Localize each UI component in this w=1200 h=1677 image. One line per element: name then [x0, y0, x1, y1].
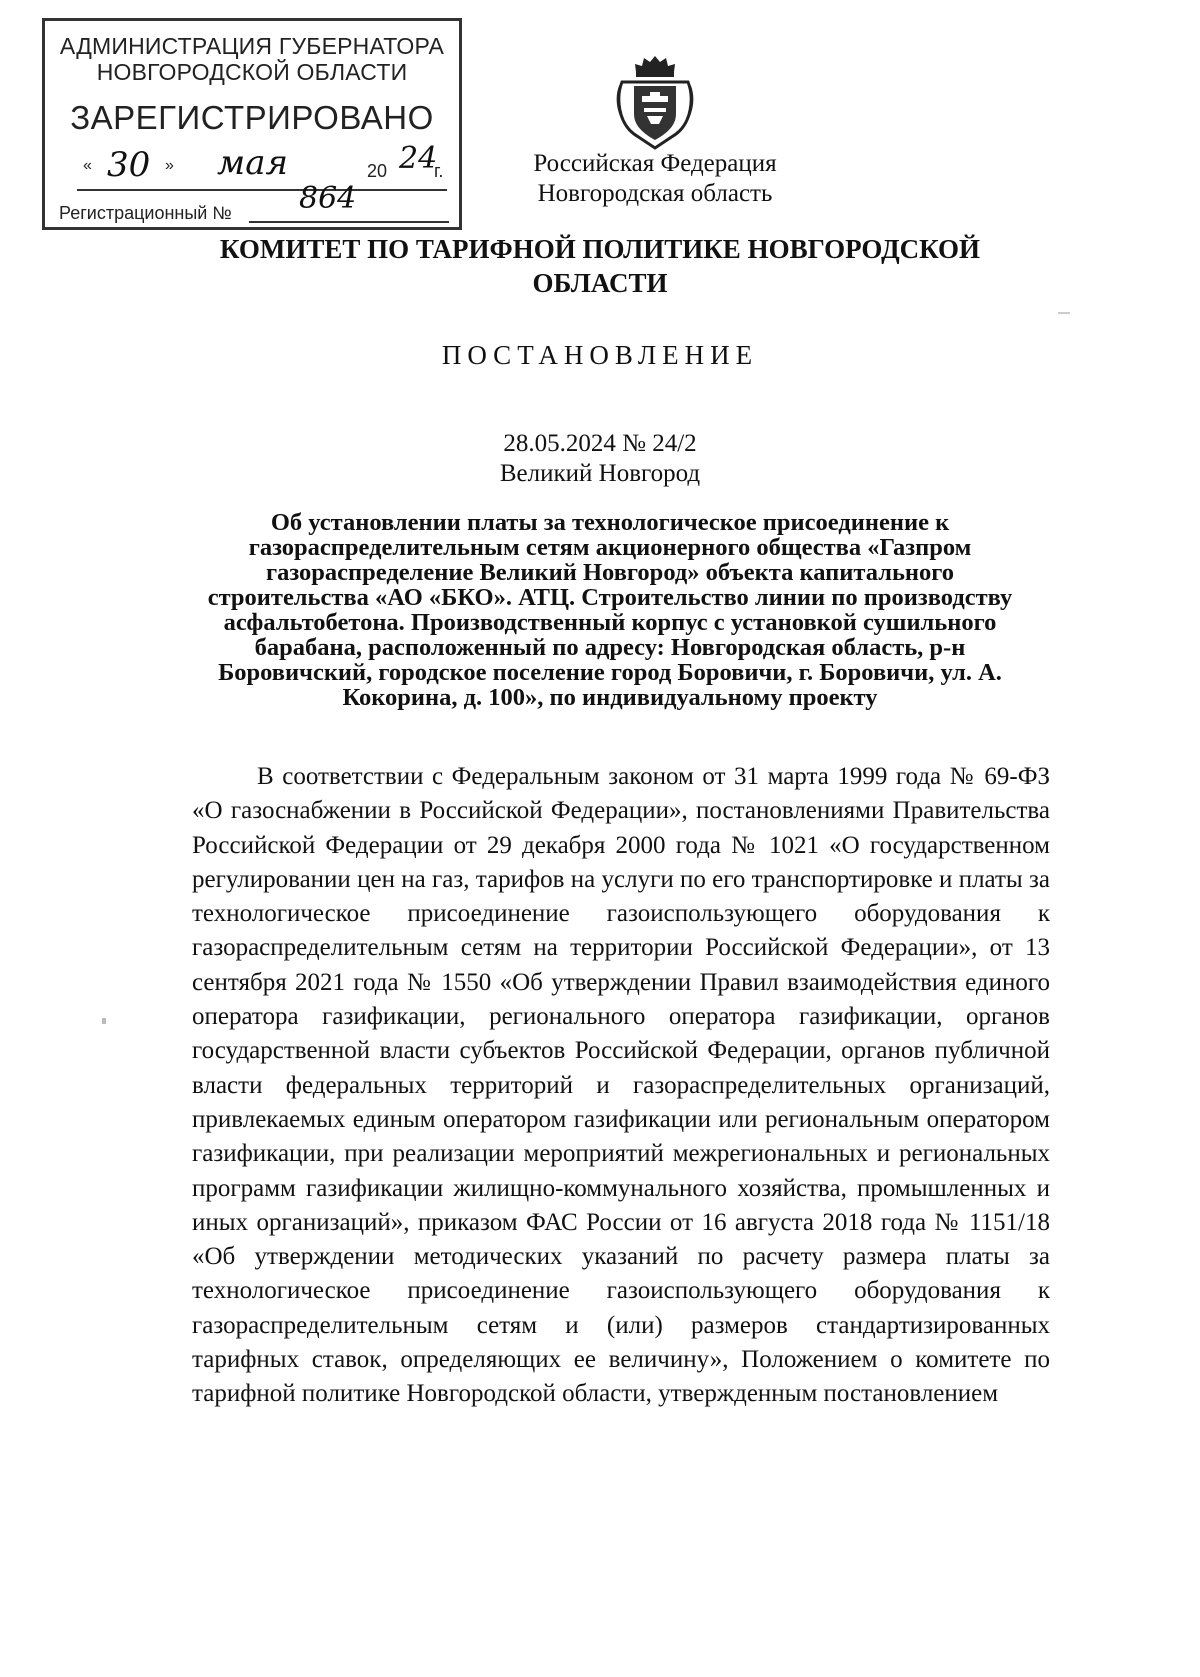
document-body: В соответствии с Федеральным законом от 31 марта 1999 года № 69-ФЗ «О газоснабжении в Российской Федерации», постановлениями Правительства Российской Федерации от 29 декабря 2000 года № 1021 «О государственном регулировании цен на газ, тарифов на услуги по его транспортировке и платы за технологическое присоединение газоиспользующего оборудования к газораспределительным сетям на территории Российской Федерации», от 13 сентября 2021 года № 1550 «Об утверждении Правил взаимодействия единого оператора газификации, регионального оператора газификации, органов государственной власти субъектов Российской Федерации, органов публичной власти федеральных территорий и газораспределительных организаций, привлекаемых единым оператором газификации или региональным оператором газификации, при реализации мероприятий межрегиональных и региональных программ газификации жилищно-коммунального хозяйства, промышленных и иных организаций», приказом ФАС России от 16 августа 2018 года № 1151/18 «Об утверждении методических указаний по расчету размера платы за технологическое присоединение газоиспользующего оборудования к газораспределительным сетям и (или) размеров стандартизированных тарифных ставок, определяющих ее величину», Положением о комитете по тарифной политике Новгородской области, утвержденным постановлением: [192, 763, 1050, 1408]
committee-title: КОМИТЕТ ПО ТАРИФНОЙ ПОЛИТИКЕ НОВГОРОДСКОЙ ОБЛАСТИ: [219, 234, 981, 298]
stamp-quote-open: «: [83, 157, 92, 174]
stamp-quote-close: »: [165, 157, 174, 174]
registration-stamp: [42, 18, 462, 230]
stamp-year-prefix: 20: [367, 161, 388, 181]
stamp-month: мая: [217, 143, 288, 183]
stamp-number-row: [59, 181, 449, 223]
stamp-number-underline: [249, 221, 449, 223]
scan-mark-edge: [1058, 312, 1070, 314]
stamp-line-region: НОВГОРОДСКОЙ ОБЛАСТИ: [96, 59, 408, 85]
document-date-number: 28.05.2024 № 24/2: [503, 430, 697, 457]
stamp-registered: ЗАРЕГИСТРИРОВАНО: [70, 99, 434, 136]
document-subject: Об установлении платы за технологическое присоединение к газораспределительным сетям акционерного общества «Газпром газораспределение Великий Новгород» объекта капитального строительства «АО «БКО». АТЦ. Строительство линии по производству асфальтобетона. Производственный корпус с установкой сушильного барабана, расположенный по адресу: Новгородская область, р-н Боровичский, городское поселение город Боровичи, г. Боровичи, ул. А. Кокорина, д. 100», по индивидуальному проекту: [207, 509, 1013, 711]
stamp-date-row: [77, 141, 447, 191]
stamp-day: 30: [107, 145, 151, 185]
stamp-year: 24: [399, 141, 438, 176]
stamp-line-administration: АДМИНИСТРАЦИЯ ГУБЕРНАТОРА: [59, 33, 445, 59]
stamp-number-label: Регистрационный №: [59, 203, 232, 223]
stamp-year-suffix: г.: [434, 161, 444, 181]
coat-of-arms-icon: [614, 52, 696, 152]
header-federation: Российская Федерация: [533, 150, 777, 177]
stamp-number: 864: [299, 181, 357, 216]
header-region: Новгородская область: [537, 180, 773, 207]
document-type: ПОСТАНОВЛЕНИЕ: [441, 340, 759, 370]
document-city: Великий Новгород: [499, 460, 701, 487]
scan-mark: [102, 1018, 106, 1024]
